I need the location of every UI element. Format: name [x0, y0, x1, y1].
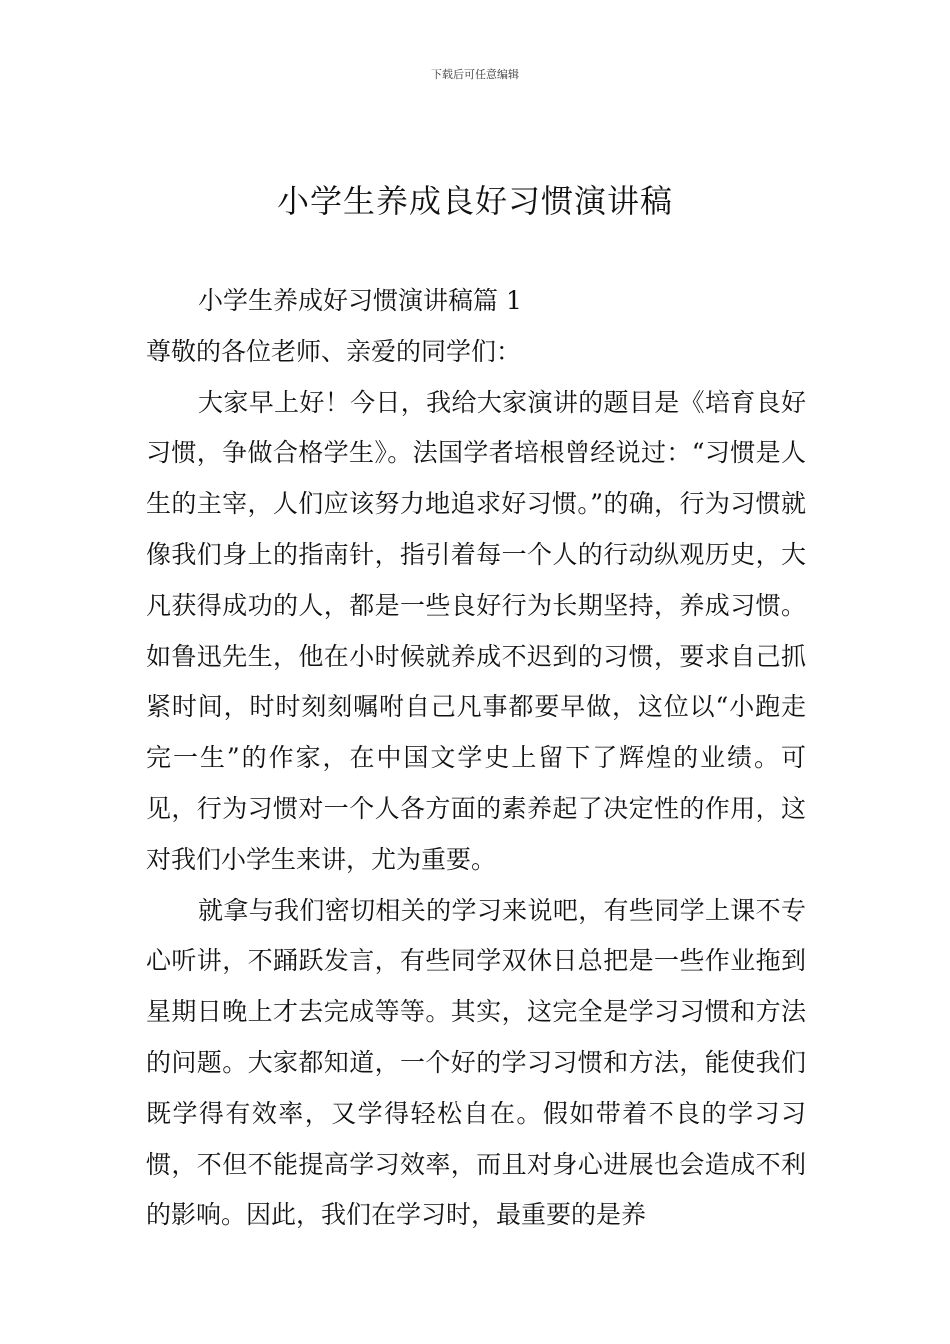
header-note: 下载后可任意编辑: [431, 68, 519, 81]
document-title: 小学生养成良好习惯演讲稿: [276, 182, 673, 220]
salutation: 尊敬的各位老师、亲爱的同学们：: [146, 336, 522, 366]
paragraph-2: 就拿与我们密切相关的学习来说吧，有些同学上课不专心听讲，不踊跃发言，有些同学双休日总把是一些作业拖到星期日晚上才去完成等等。其实，这完全是学习习惯和方法的问题。大家都知道，一个好的学习习惯和方法，能使我们既学得有效率，又学得轻松自在。假如带着不良的学习习惯，不但不能提高学习效率，而且对身心进展也会造成不利的影响。因此，我们在学习时，最重要的是养: [146, 895, 806, 1230]
paragraph-1: 大家早上好！今日，我给大家演讲的题目是《培育良好习惯，争做合格学生》。法国学者培根曾经说过：“习惯是人生的主宰，人们应该努力地追求好习惯。”的确，行为习惯就像我们身上的指南针，指引着每一个人的行动纵观历史，大凡获得成功的人，都是一些良好行为长期坚持，养成习惯。如鲁迅先生，他在小时候就养成不迟到的习惯，要求自己抓紧时间，时时刻刻嘱咐自己凡事都要早做，这位以“小跑走完一生”的作家，在中国文学史上留下了辉煌的业绩。可见，行为习惯对一个人各方面的素养起了决定性的作用，这对我们小学生来讲，尤为重要。: [146, 387, 806, 874]
section-subtitle: 小学生养成好习惯演讲稿篇 1: [198, 286, 522, 315]
document-body: [146, 276, 806, 1241]
